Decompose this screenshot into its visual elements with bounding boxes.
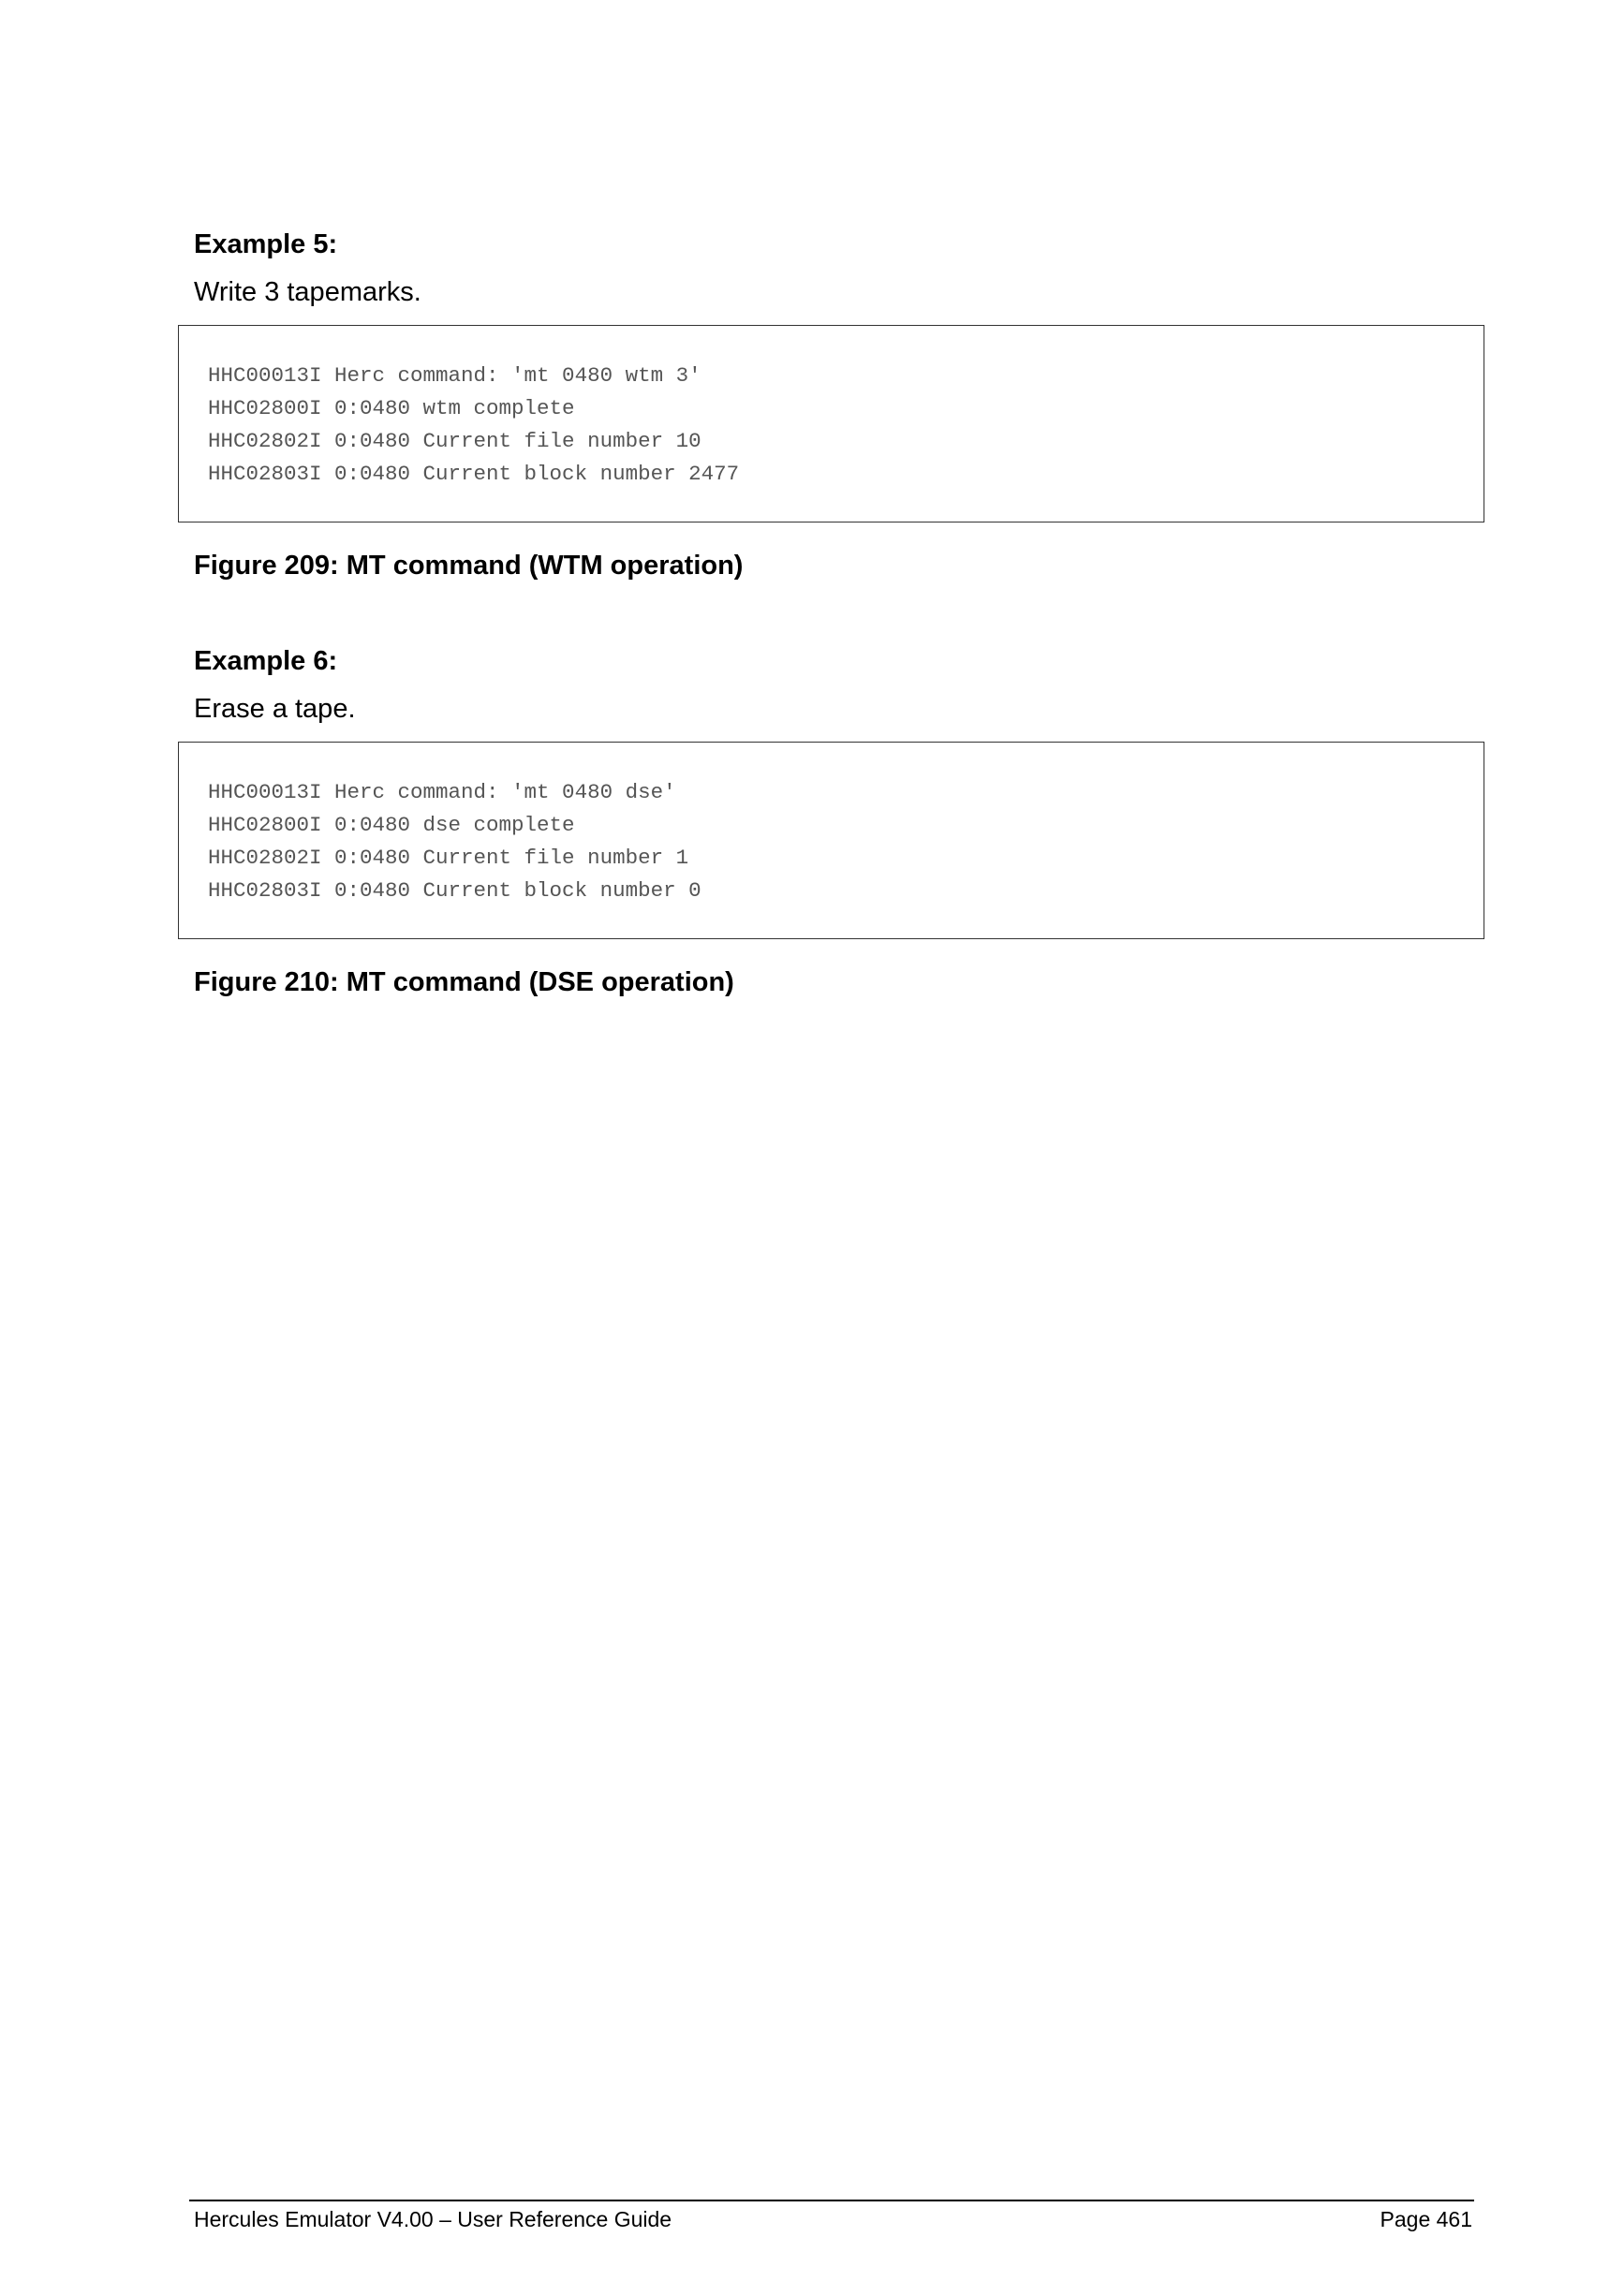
code-line: HHC02802I 0:0480 Current file number 1 — [208, 846, 689, 870]
code-line: HHC02803I 0:0480 Current block number 2477 — [208, 462, 740, 486]
code-line: HHC00013I Herc command: 'mt 0480 dse' — [208, 780, 676, 804]
code-line: HHC00013I Herc command: 'mt 0480 wtm 3' — [208, 363, 701, 388]
code-line: HHC02800I 0:0480 wtm complete — [208, 396, 575, 420]
example-5-code-box — [178, 325, 1484, 522]
code-line: HHC02800I 0:0480 dse complete — [208, 813, 575, 837]
code-line: HHC02803I 0:0480 Current block number 0 — [208, 878, 701, 903]
example-6-description: Erase a tape. — [194, 694, 356, 724]
figure-210-caption: Figure 210: MT command (DSE operation) — [194, 967, 734, 997]
example-6-heading: Example 6: — [194, 646, 338, 676]
example-5-description: Write 3 tapemarks. — [194, 277, 421, 307]
example-6-code-box — [178, 742, 1484, 939]
figure-209-caption: Figure 209: MT command (WTM operation) — [194, 551, 744, 581]
code-line: HHC02802I 0:0480 Current file number 10 — [208, 429, 701, 453]
example-5-heading: Example 5: — [194, 229, 338, 259]
footer-divider — [189, 2200, 1474, 2201]
footer-page-number: Page 461 — [1380, 2207, 1472, 2231]
footer-document-title: Hercules Emulator V4.00 – User Reference Guide — [194, 2207, 672, 2231]
